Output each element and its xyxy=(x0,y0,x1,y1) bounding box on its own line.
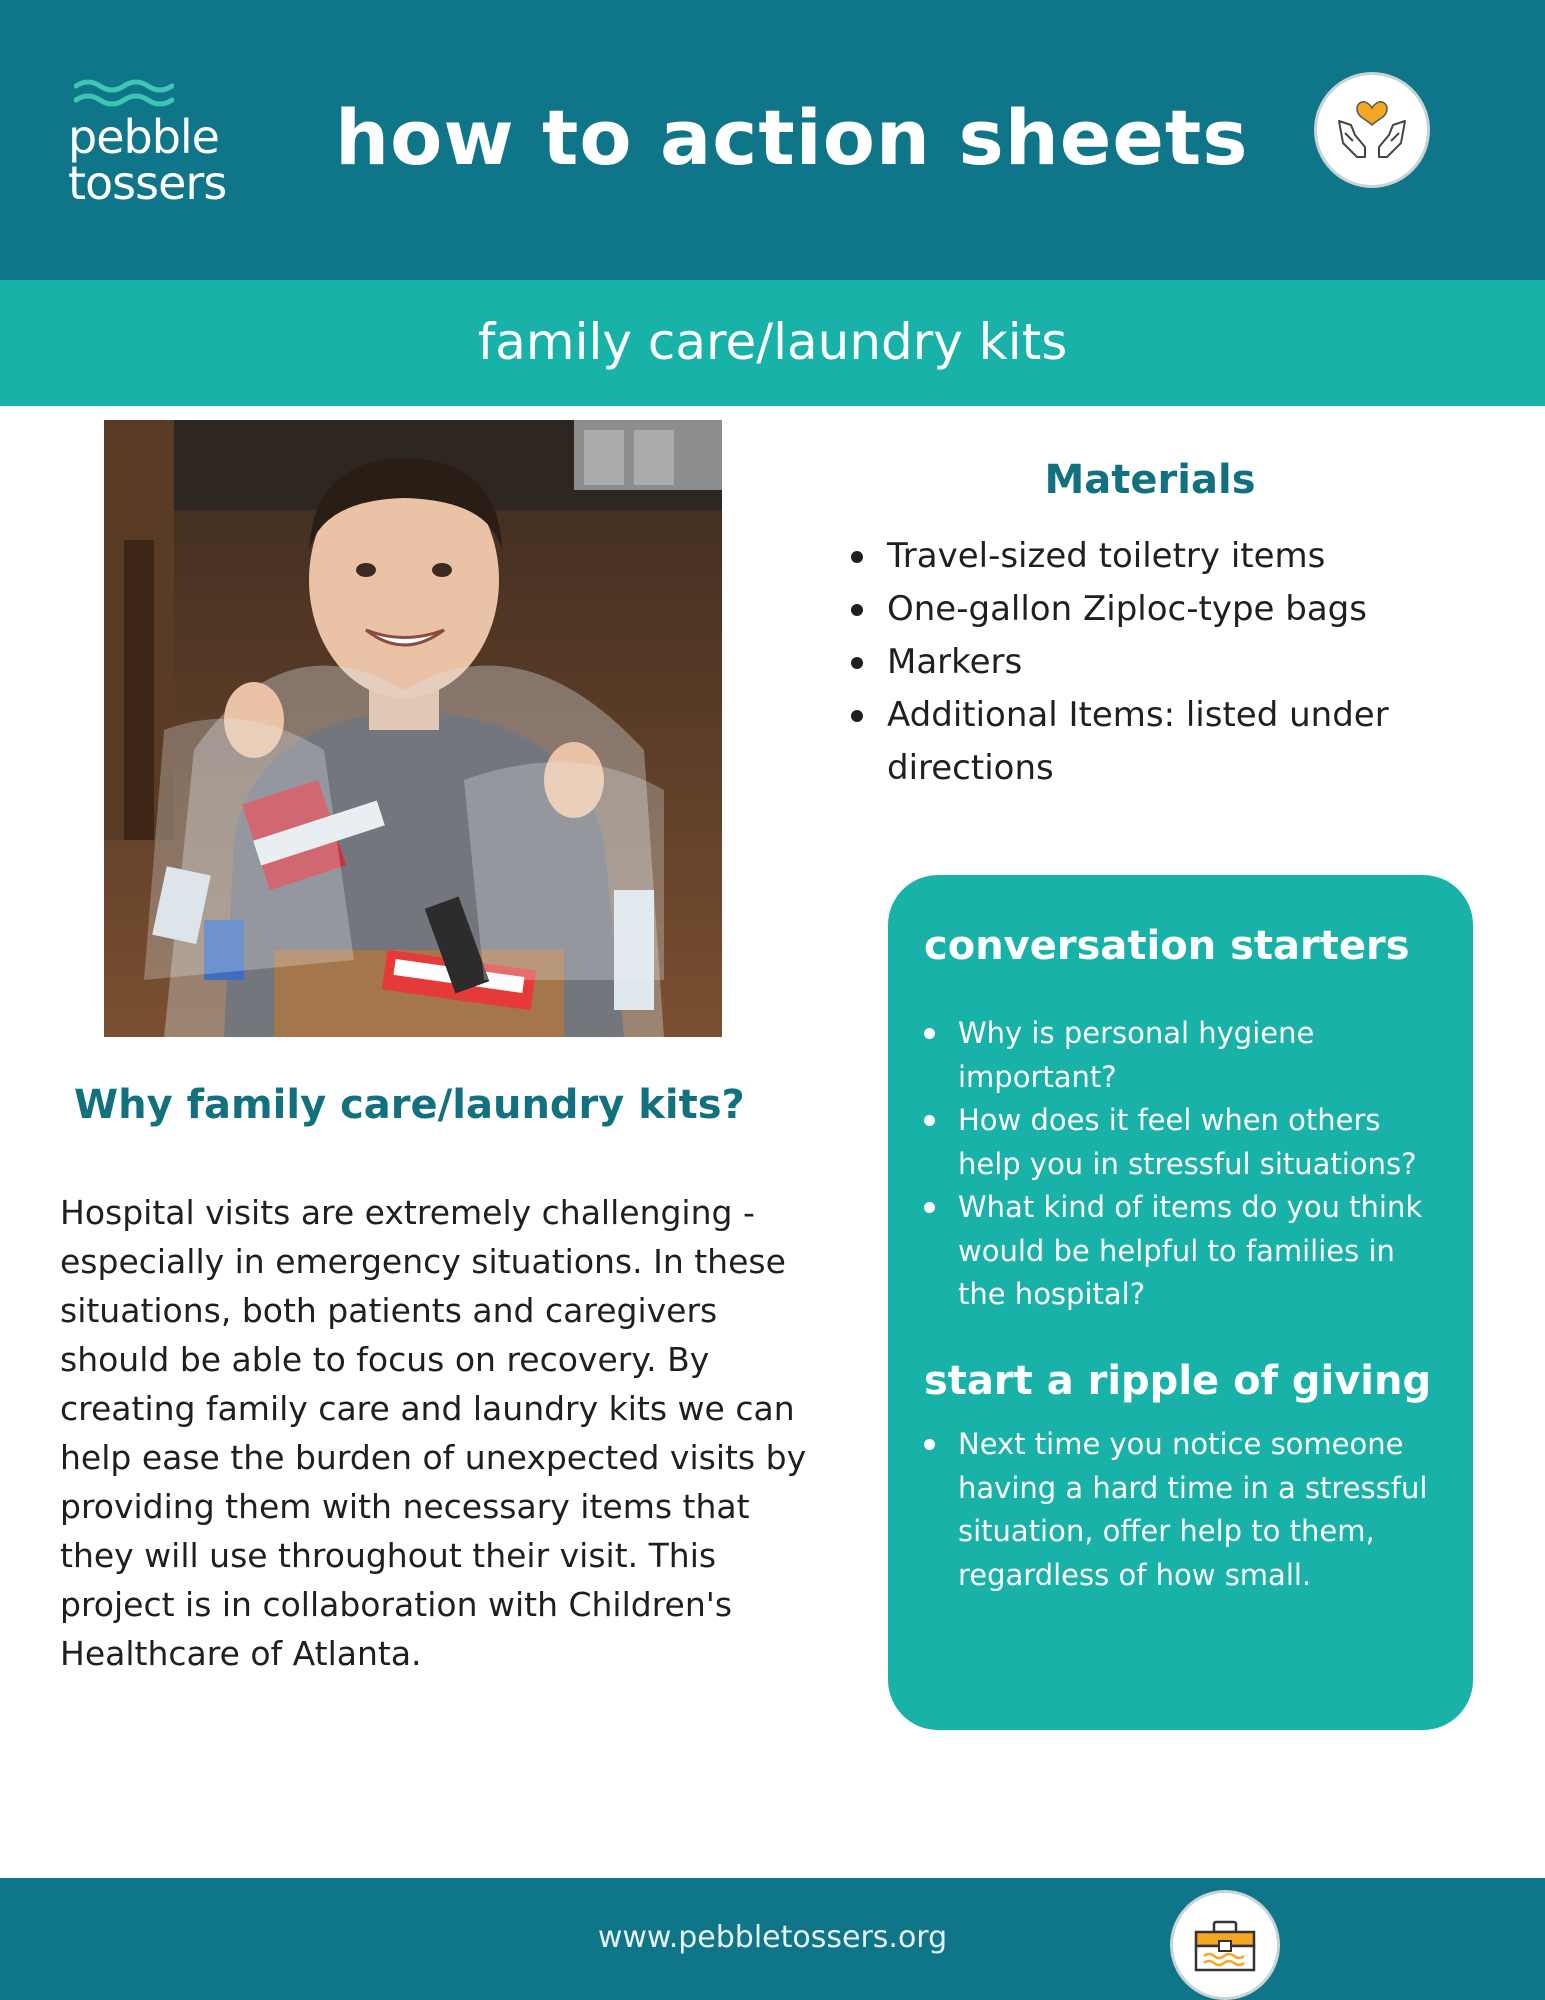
logo-line-pebble: pebble xyxy=(68,110,219,164)
subtitle-band xyxy=(0,280,1545,406)
list-item: Markers xyxy=(845,636,1445,689)
sheet-subtitle: family care/laundry kits xyxy=(477,313,1068,371)
list-item: One-gallon Ziploc-type bags xyxy=(845,583,1445,636)
header xyxy=(0,0,1545,280)
logo-line-tossers: tossers xyxy=(68,156,227,210)
list-item: How does it feel when others help you in stressful situations? xyxy=(906,1099,1446,1186)
materials-heading: Materials xyxy=(1044,457,1256,503)
why-body-text: Hospital visits are extremely challenging - especially in emergency situations. In these situations, both patients and caregivers should be able to focus on recovery. By creating family care and laundry kits we can help ease the burden of unexpected visits by providing them with necessary items that they will use throughout their visit. This project is in collaboration with Children's Healthcare of Atlanta. xyxy=(60,1193,807,1673)
kits-photo xyxy=(104,420,722,1037)
conversation-starters-heading: conversation starters xyxy=(924,923,1410,969)
ripple-list xyxy=(906,1423,1446,1597)
conversation-starters-list xyxy=(906,1012,1446,1317)
toolbox-icon xyxy=(1188,1908,1262,1982)
website-link[interactable]: www.pebbletossers.org xyxy=(597,1920,948,1955)
waves-icon xyxy=(74,78,174,112)
list-item: Additional Items: listed under directions xyxy=(845,689,1445,795)
pebble-tossers-logo[interactable] xyxy=(68,78,283,218)
footer xyxy=(0,1878,1545,2000)
boy-with-kits-photo xyxy=(104,420,722,1037)
materials-list xyxy=(845,530,1445,795)
ripple-heading: start a ripple of giving xyxy=(924,1358,1432,1404)
logo-text xyxy=(68,110,227,210)
heart-hands-icon xyxy=(1333,91,1411,169)
why-heading: Why family care/laundry kits? xyxy=(74,1082,745,1128)
page-title: how to action sheets xyxy=(335,93,1249,182)
list-item: Next time you notice someone having a hard time in a stressful situation, offer help to them, regardless of how small. xyxy=(906,1423,1446,1597)
list-item: Travel-sized toiletry items xyxy=(845,530,1445,583)
toolbox-badge xyxy=(1170,1890,1280,2000)
list-item: What kind of items do you think would be helpful to families in the hospital? xyxy=(906,1186,1446,1317)
heart-badge xyxy=(1314,72,1430,188)
list-item: Why is personal hygiene important? xyxy=(906,1012,1446,1099)
discussion-card xyxy=(888,875,1473,1730)
